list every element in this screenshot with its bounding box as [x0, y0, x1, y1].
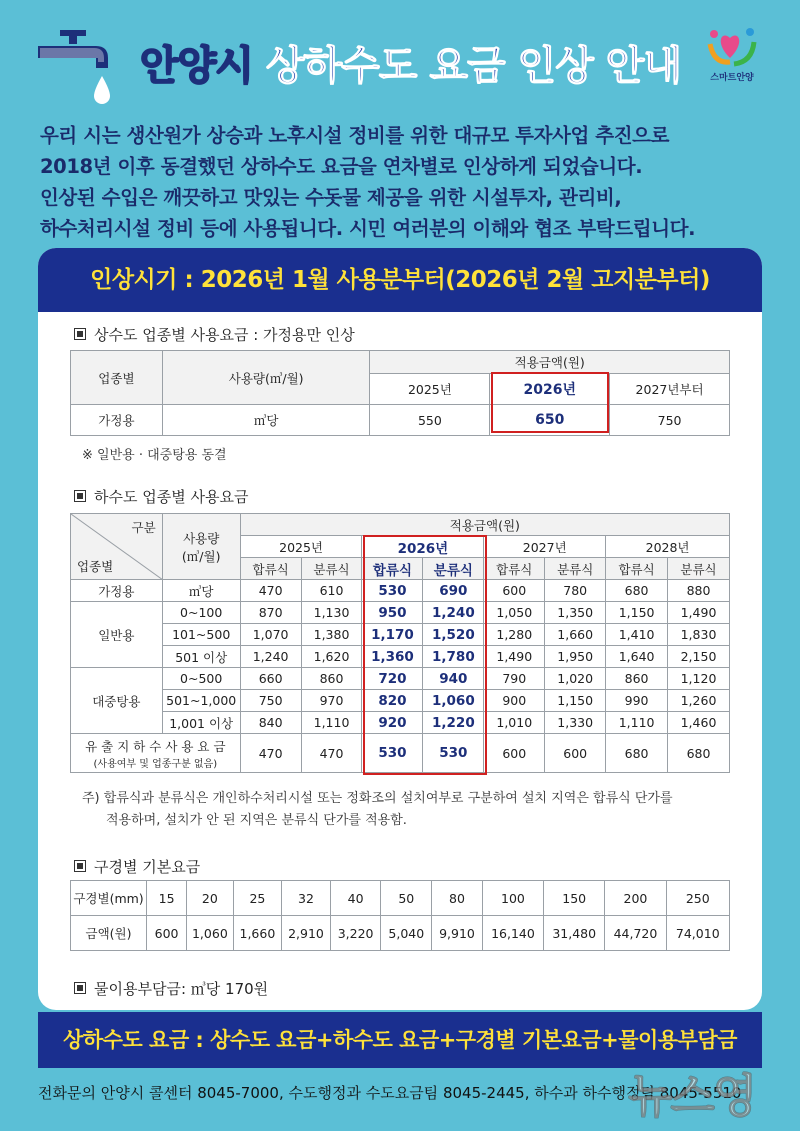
header-separate: 분류식 [545, 558, 606, 580]
info-card [38, 248, 762, 1010]
header-amount: 적용금액(원) [240, 514, 729, 536]
cell: 1,120 [668, 668, 730, 690]
cell: 1,260 [668, 690, 730, 712]
sewer-section-title [74, 486, 248, 507]
cell: 25 [233, 881, 282, 916]
year-2028: 2028년 [606, 536, 730, 558]
logo-mark-icon [700, 24, 764, 70]
smart-anyang-logo [700, 24, 764, 84]
cell: 530 [362, 580, 423, 602]
cell: 1,020 [545, 668, 606, 690]
intro-line: 인상된 수입은 깨끗하고 맛있는 수돗물 제공을 위한 시설투자, 관리비, [40, 186, 622, 209]
header-combined: 합류식 [606, 558, 668, 580]
row-usage: ㎥당 [162, 580, 240, 602]
cell: 990 [606, 690, 668, 712]
cell: 600 [484, 580, 545, 602]
header-separate: 분류식 [668, 558, 730, 580]
groundwater-sub: (사용여부 및 업종구분 없음) [93, 758, 218, 770]
cell: 80 [432, 881, 483, 916]
cell: 1,380 [301, 624, 362, 646]
cell: 1,490 [484, 646, 545, 668]
cell: 150 [544, 881, 605, 916]
year-2027: 2027년 [484, 536, 606, 558]
row-usage: 101~500 [162, 624, 240, 646]
cell: 660 [240, 668, 301, 690]
cell: 5,040 [381, 916, 432, 951]
square-bullet-icon [74, 328, 86, 340]
cell: 1,060 [423, 690, 484, 712]
logo-text: 스마트안양 [710, 73, 754, 83]
water-note: ※ 일반용 · 대중탕용 동결 [82, 448, 227, 463]
cell: 840 [240, 712, 301, 734]
cell: 680 [606, 734, 668, 773]
cell: 690 [423, 580, 484, 602]
cell: 1,050 [484, 602, 545, 624]
cell: 44,720 [605, 916, 666, 951]
cell: 2,150 [668, 646, 730, 668]
groundwater-label: 유 출 지 하 수 사 용 요 금 [85, 738, 226, 754]
cell: 1,150 [606, 602, 668, 624]
cell: 600 [484, 734, 545, 773]
cell: 20 [187, 881, 233, 916]
cell: 880 [668, 580, 730, 602]
cell: 1,280 [484, 624, 545, 646]
cell: 790 [484, 668, 545, 690]
title-main: 상하수도 요금 인상 안내 [265, 43, 682, 89]
cell: 970 [301, 690, 362, 712]
base-section-label: 구경별 기본요금 [94, 858, 201, 876]
year-2025: 2025년 [240, 536, 362, 558]
highlight-2026-sewer [363, 535, 487, 775]
row-usage: 501 이상 [162, 646, 240, 668]
header-combined: 합류식 [362, 558, 423, 580]
highlight-2026-water [491, 372, 609, 433]
header-separate: 분류식 [301, 558, 362, 580]
cell: 2,910 [282, 916, 331, 951]
header-usage [162, 514, 240, 580]
year-2027: 2027년부터 [610, 374, 730, 405]
groundwater-label-cell [71, 734, 241, 773]
cell: 470 [301, 734, 362, 773]
cell: 1,780 [423, 646, 484, 668]
year-2025: 2025년 [370, 374, 490, 405]
intro-line: 하수처리시설 정비 등에 사용됩니다. 시민 여러분의 이해와 협조 부탁드립니다. [40, 217, 696, 240]
intro-text [40, 120, 765, 244]
header-usage: 사용량(㎥/월) [162, 351, 370, 405]
cell: 1,490 [668, 602, 730, 624]
title-city: 안양시 [140, 43, 253, 89]
water-section-label: 상수도 업종별 사용요금 : 가정용만 인상 [94, 326, 355, 344]
year-2026: 2026년 [362, 536, 484, 558]
cell: 1,150 [545, 690, 606, 712]
header-usage-label: 사용량 [183, 530, 220, 546]
cell: 600 [545, 734, 606, 773]
row-usage: 0~100 [162, 602, 240, 624]
cell: 1,130 [301, 602, 362, 624]
water-fee-table [70, 350, 730, 436]
value-2026: 650 [490, 405, 610, 436]
page-title [140, 34, 681, 91]
cell: 900 [484, 690, 545, 712]
square-bullet-icon [74, 982, 86, 994]
cell: 1,620 [301, 646, 362, 668]
square-bullet-icon [74, 860, 86, 872]
cell: 1,220 [423, 712, 484, 734]
header-corner [71, 514, 163, 580]
cell: 470 [240, 734, 301, 773]
cell: 50 [381, 881, 432, 916]
cell: 32 [282, 881, 331, 916]
base-section-title [74, 856, 200, 877]
cell: 1,660 [545, 624, 606, 646]
header-type: 업종별 [77, 559, 114, 574]
cell: 16,140 [482, 916, 543, 951]
cell: 530 [423, 734, 484, 773]
header-combined: 합류식 [240, 558, 301, 580]
header-type: 업종별 [71, 351, 163, 405]
header [0, 0, 800, 112]
cell: 1,110 [606, 712, 668, 734]
cell: 40 [330, 881, 381, 916]
cell: 950 [362, 602, 423, 624]
sewer-note [82, 788, 673, 832]
cell: 1,330 [545, 712, 606, 734]
row-usage: 1,001 이상 [162, 712, 240, 734]
cell: 1,660 [233, 916, 282, 951]
cell: 1,170 [362, 624, 423, 646]
cell: 920 [362, 712, 423, 734]
value-2027: 750 [610, 405, 730, 436]
cell: 9,910 [432, 916, 483, 951]
header-separate: 분류식 [423, 558, 484, 580]
cell: 250 [666, 881, 729, 916]
cell: 1,360 [362, 646, 423, 668]
intro-line: 2018년 이후 동결했던 상하수도 요금을 연차별로 인상하게 되었습니다. [40, 155, 643, 178]
cell: 940 [423, 668, 484, 690]
cell: 200 [605, 881, 666, 916]
cell: 720 [362, 668, 423, 690]
header-gubun: 구분 [131, 520, 156, 535]
cell: 1,410 [606, 624, 668, 646]
cell: 100 [482, 881, 543, 916]
square-bullet-icon [74, 490, 86, 502]
label-size: 구경별(mm) [71, 881, 147, 916]
contact-footer: 전화문의 안양시 콜센터 8045-7000, 수도행정과 수도요금팀 8045-2445, 하수과 하수행정팀 8045-5510 [38, 1084, 742, 1102]
cell: 680 [668, 734, 730, 773]
cell: 610 [301, 580, 362, 602]
cell: 820 [362, 690, 423, 712]
sewer-note-line1: 주) 합류식과 분류식은 개인하수처리시설 또는 정화조의 설치여부로 구분하여 설치 지역은 합류식 단가를 [82, 791, 673, 806]
row-usage: 501~1,000 [162, 690, 240, 712]
row-usage: ㎥당 [162, 405, 370, 436]
cell: 1,060 [187, 916, 233, 951]
cell: 600 [147, 916, 187, 951]
row-type: 대중탕용 [71, 668, 163, 734]
row-usage: 0~500 [162, 668, 240, 690]
cell: 1,010 [484, 712, 545, 734]
cell: 1,240 [423, 602, 484, 624]
sewer-note-line2: 적용하며, 설치가 안 된 지역은 분류식 단가를 적용함. [106, 813, 407, 828]
amount-row [71, 916, 730, 951]
cell: 3,220 [330, 916, 381, 951]
cell: 750 [240, 690, 301, 712]
header-amount: 적용금액(원) [370, 351, 730, 374]
cell: 1,070 [240, 624, 301, 646]
cell: 1,640 [606, 646, 668, 668]
cell: 15 [147, 881, 187, 916]
effective-date-banner: 인상시기 : 2026년 1월 사용분부터(2026년 2월 고지분부터) [38, 248, 762, 312]
cell: 1,350 [545, 602, 606, 624]
intro-line: 우리 시는 생산원가 상승과 노후시설 정비를 위한 대규모 투자사업 추진으로 [40, 124, 670, 147]
cell: 1,460 [668, 712, 730, 734]
size-row [71, 881, 730, 916]
burden-label: 물이용부담금: ㎥당 170원 [94, 980, 269, 998]
value-2025: 550 [370, 405, 490, 436]
cell: 1,830 [668, 624, 730, 646]
cell: 860 [301, 668, 362, 690]
faucet-icon [36, 28, 126, 108]
cell: 31,480 [544, 916, 605, 951]
fee-formula-banner: 상하수도 요금 : 상수도 요금+하수도 요금+구경별 기본요금+물이용부담금 [38, 1012, 762, 1068]
base-fee-table [70, 880, 730, 951]
row-type: 가정용 [71, 405, 163, 436]
cell: 470 [240, 580, 301, 602]
header-combined: 합류식 [484, 558, 545, 580]
year-2026: 2026년 [490, 374, 610, 405]
row-type: 가정용 [71, 580, 163, 602]
burden-section [74, 978, 268, 999]
sewer-section-label: 하수도 업종별 사용요금 [94, 488, 249, 506]
cell: 860 [606, 668, 668, 690]
cell: 1,520 [423, 624, 484, 646]
cell: 680 [606, 580, 668, 602]
cell: 1,110 [301, 712, 362, 734]
cell: 1,240 [240, 646, 301, 668]
cell: 530 [362, 734, 423, 773]
row-type: 일반용 [71, 602, 163, 668]
cell: 1,950 [545, 646, 606, 668]
water-section-title [74, 324, 355, 345]
label-amount: 금액(원) [71, 916, 147, 951]
cell: 780 [545, 580, 606, 602]
cell: 870 [240, 602, 301, 624]
cell: 74,010 [666, 916, 729, 951]
watermark: 뉴스영 [628, 1069, 756, 1123]
header-usage-unit: (㎥/월) [181, 548, 221, 564]
